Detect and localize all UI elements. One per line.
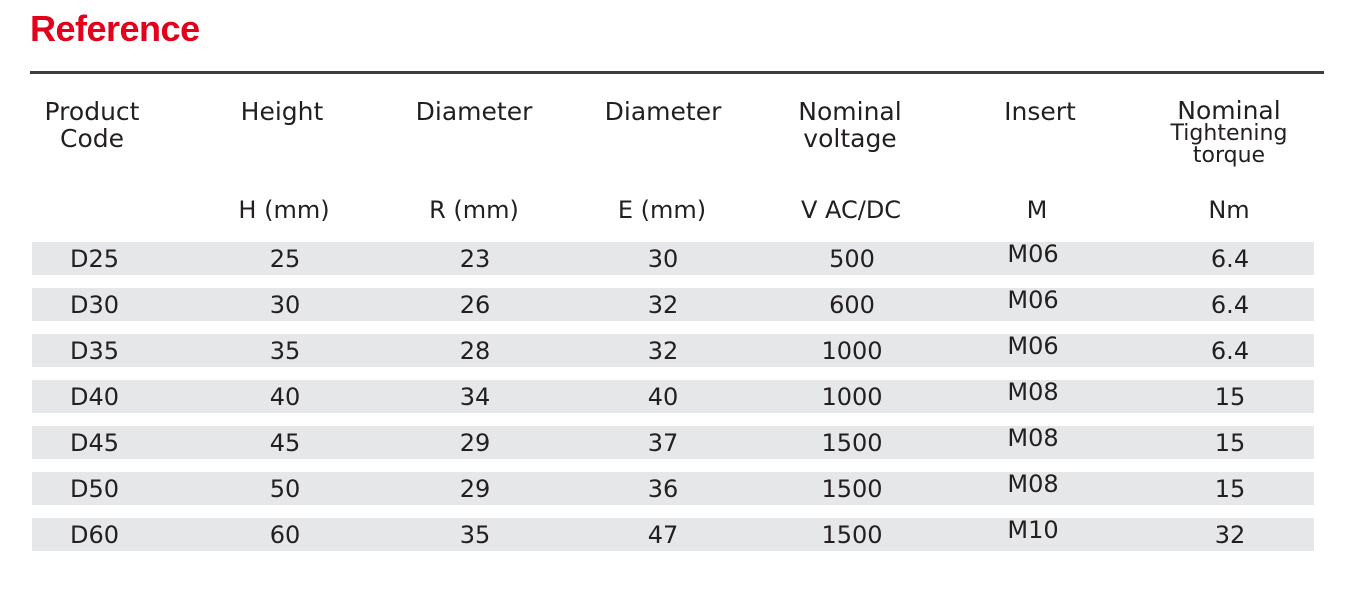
cell-torque: 6.4 (1210, 337, 1250, 365)
cell-voltage: 1000 (821, 337, 883, 365)
cell-height: 25 (269, 245, 301, 273)
header-line: Nominal (798, 97, 902, 126)
cell-torque: 6.4 (1210, 245, 1250, 273)
cell-diameter-r: 29 (459, 429, 491, 457)
cell-torque: 15 (1214, 475, 1246, 503)
cell-diameter-e: 47 (647, 521, 679, 549)
cell-height: 45 (269, 429, 301, 457)
table-row (32, 426, 1314, 459)
table-row (32, 472, 1314, 505)
header-line: Product (44, 97, 140, 126)
header-line: Height (240, 97, 324, 126)
header-line: Code (59, 124, 125, 153)
cell-height: 30 (269, 291, 301, 319)
cell-diameter-e: 37 (647, 429, 679, 457)
header-line: Diameter (415, 97, 533, 126)
cell-torque: 15 (1214, 383, 1246, 411)
cell-diameter-r: 26 (459, 291, 491, 319)
column-header-tightening-torque (1171, 98, 1288, 167)
column-header-product-code (45, 98, 140, 152)
unit-insert: M (1026, 196, 1048, 224)
unit-voltage: V AC/DC (800, 196, 902, 224)
header-line: Diameter (604, 97, 722, 126)
cell-diameter-e: 40 (647, 383, 679, 411)
page-title: Reference (30, 8, 200, 49)
header-divider (30, 71, 1324, 74)
cell-insert: M08 (1007, 470, 1059, 498)
column-header-nominal-voltage (798, 98, 901, 152)
cell-voltage: 1500 (821, 429, 883, 457)
cell-product-code: D50 (70, 475, 120, 503)
unit-height: H (mm) (238, 196, 330, 224)
column-header-diameter-r (416, 98, 533, 125)
cell-torque: 32 (1214, 521, 1246, 549)
unit-diameter-r: R (mm) (429, 196, 519, 224)
cell-product-code: D40 (70, 383, 120, 411)
cell-diameter-e: 32 (647, 337, 679, 365)
cell-insert: M06 (1007, 240, 1059, 268)
cell-product-code: D25 (70, 245, 120, 273)
table-row (32, 334, 1314, 367)
cell-product-code: D35 (70, 337, 120, 365)
cell-diameter-r: 34 (459, 383, 491, 411)
cell-voltage: 1000 (821, 383, 883, 411)
cell-diameter-r: 28 (459, 337, 491, 365)
cell-insert: M08 (1007, 378, 1059, 406)
header-line: Nominal (1177, 96, 1281, 125)
table-row (32, 288, 1314, 321)
cell-diameter-r: 29 (459, 475, 491, 503)
header-line: voltage (803, 124, 897, 153)
column-header-insert (1004, 98, 1076, 125)
cell-height: 50 (269, 475, 301, 503)
cell-diameter-r: 23 (459, 245, 491, 273)
cell-insert: M06 (1007, 286, 1059, 314)
cell-product-code: D30 (70, 291, 120, 319)
cell-diameter-e: 32 (647, 291, 679, 319)
table-row (32, 242, 1314, 275)
cell-torque: 6.4 (1210, 291, 1250, 319)
cell-height: 40 (269, 383, 301, 411)
header-line: Tightening (1170, 121, 1288, 146)
cell-voltage: 600 (829, 291, 875, 319)
table-row (32, 380, 1314, 413)
column-header-diameter-e (605, 98, 722, 125)
cell-height: 35 (269, 337, 301, 365)
cell-insert: M06 (1007, 332, 1059, 360)
cell-diameter-r: 35 (459, 521, 491, 549)
cell-height: 60 (269, 521, 301, 549)
cell-product-code: D45 (70, 429, 120, 457)
cell-insert: M08 (1007, 424, 1059, 452)
header-line: torque (1192, 143, 1266, 168)
table-row (32, 518, 1314, 551)
unit-torque: Nm (1208, 196, 1250, 224)
cell-voltage: 500 (829, 245, 875, 273)
header-line: Insert (1004, 97, 1076, 126)
cell-voltage: 1500 (821, 475, 883, 503)
unit-diameter-e: E (mm) (617, 196, 707, 224)
cell-product-code: D60 (70, 521, 120, 549)
cell-torque: 15 (1214, 429, 1246, 457)
cell-diameter-e: 30 (647, 245, 679, 273)
cell-voltage: 1500 (821, 521, 883, 549)
column-header-height (241, 98, 324, 125)
cell-diameter-e: 36 (647, 475, 679, 503)
cell-insert: M10 (1007, 516, 1059, 544)
